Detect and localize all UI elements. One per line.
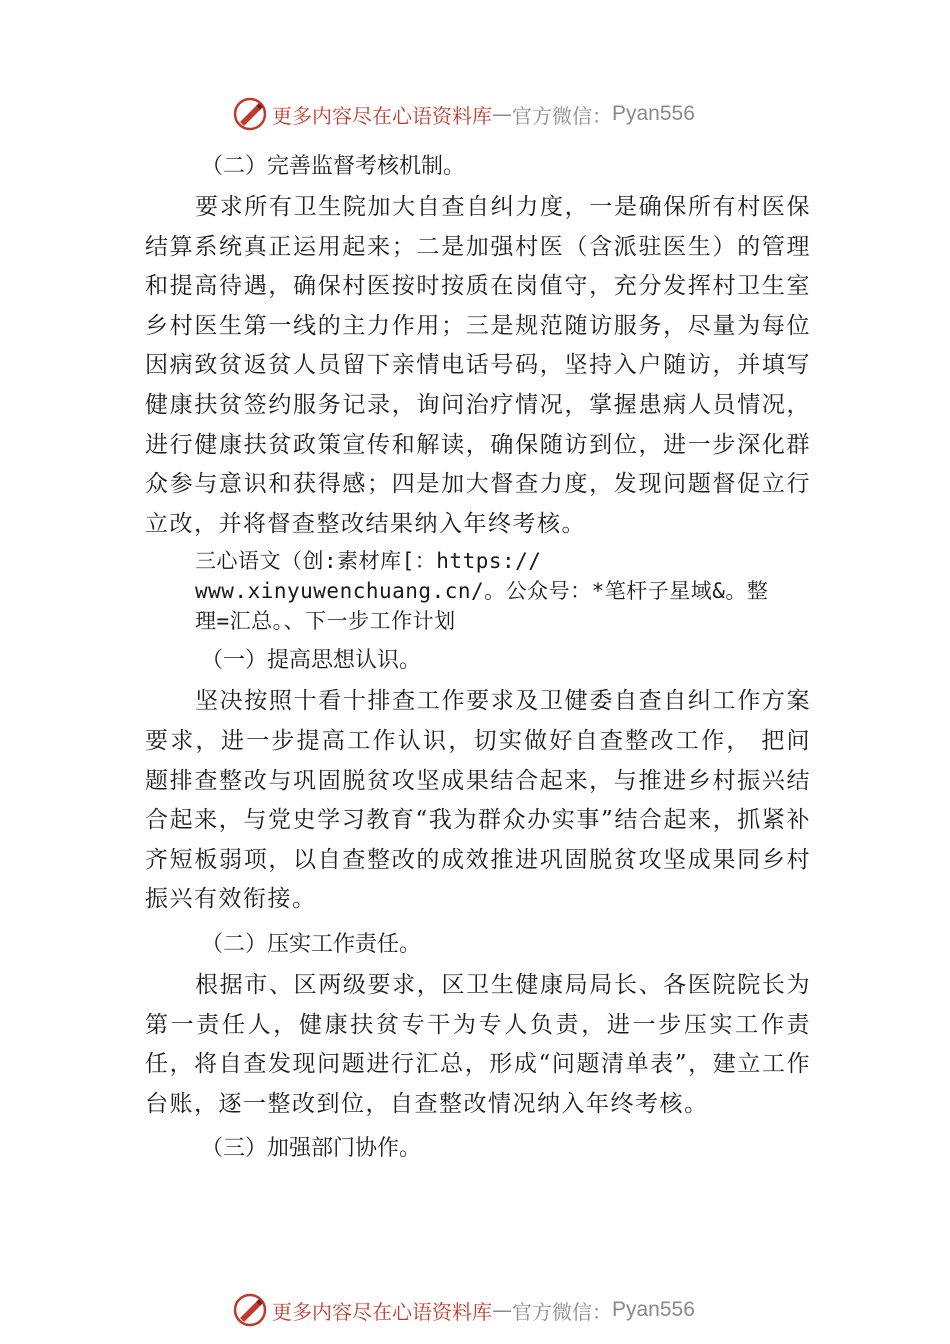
pen-logo-icon bbox=[232, 96, 268, 132]
banner-library-text: 更多内容尽在心语资料库 bbox=[272, 103, 492, 128]
banner-wechat-label: 官方微信： bbox=[512, 103, 612, 128]
banner-wechat-id: Pyan556 bbox=[612, 1298, 695, 1321]
banner-wechat-id: Pyan556 bbox=[612, 102, 695, 125]
section-heading-collaboration: （三）加强部门协作。 bbox=[201, 1136, 422, 1162]
paragraph-awareness: 坚决按照十看十排查工作要求及卫健委自查自纠工作方案要求，进一步提高工作认识，切实做好自查整改工作， 把问题排查整改与巩固脱贫攻坚成果结合起来，与推进乡村振兴结合起来，与党史学习教育“我为群众办实事”结合起来，抓紧补齐短板弱项，以自查整改的成效推进巩固脱贫攻坚成果同乡村振兴有效衔接。 bbox=[145, 688, 811, 913]
paragraph-supervision: 要求所有卫生院加大自查自纠力度，一是确保所有村医保结算系统真正运用起来；二是加强村医（含派驻医生）的管理和提高待遇，确保村医按时按质在岗值守，充分发挥村卫生室乡村医生第一线的主力作用；三是规范随访服务，尽量为每位因病致贫返贫人员留下亲情电话号码，坚持入户随访，并填写健康扶贫签约服务记录，询问治疗情况，掌握患病人员情况，进行健康扶贫政策宣传和解读，确保随访到位，进一步深化群众参与意识和获得感；四是加大督查力度，发现问题督促立行立改，并将督查整改结果纳入年终考核。 bbox=[145, 194, 811, 537]
pen-logo-icon bbox=[232, 1292, 268, 1328]
source-note-line: www.xinyuwenchuang.cn/。公众号：*笔杆子星域&。整 bbox=[195, 579, 769, 604]
section-heading-responsibility: （二）压实工作责任。 bbox=[201, 931, 422, 957]
source-note-line: 三心语文（创:素材库[：https:// bbox=[195, 549, 542, 574]
banner-library-text: 更多内容尽在心语资料库 bbox=[272, 1299, 492, 1324]
footer-banner bbox=[232, 1290, 695, 1330]
banner-dash: — bbox=[492, 102, 512, 126]
source-note-line: 理=汇总。、下一步工作计划 bbox=[195, 609, 456, 634]
paragraph-responsibility: 根据市、区两级要求，区卫生健康局局长、各医院院长为第一责任人，健康扶贫专干为专人负责，进一步压实工作责任，将自查发现问题进行汇总，形成“问题清单表”，建立工作台账，逐一整改到位，自查整改情况纳入年终考核。 bbox=[145, 971, 811, 1117]
header-banner bbox=[232, 94, 695, 134]
banner-wechat-label: 官方微信： bbox=[512, 1299, 612, 1324]
section-heading-supervision: （二）完善监督考核机制。 bbox=[201, 154, 466, 179]
document-body bbox=[145, 148, 811, 1170]
section-heading-awareness: （一）提高思想认识。 bbox=[201, 648, 422, 674]
watermark-source-note bbox=[195, 546, 811, 636]
banner-dash: — bbox=[492, 1298, 512, 1322]
